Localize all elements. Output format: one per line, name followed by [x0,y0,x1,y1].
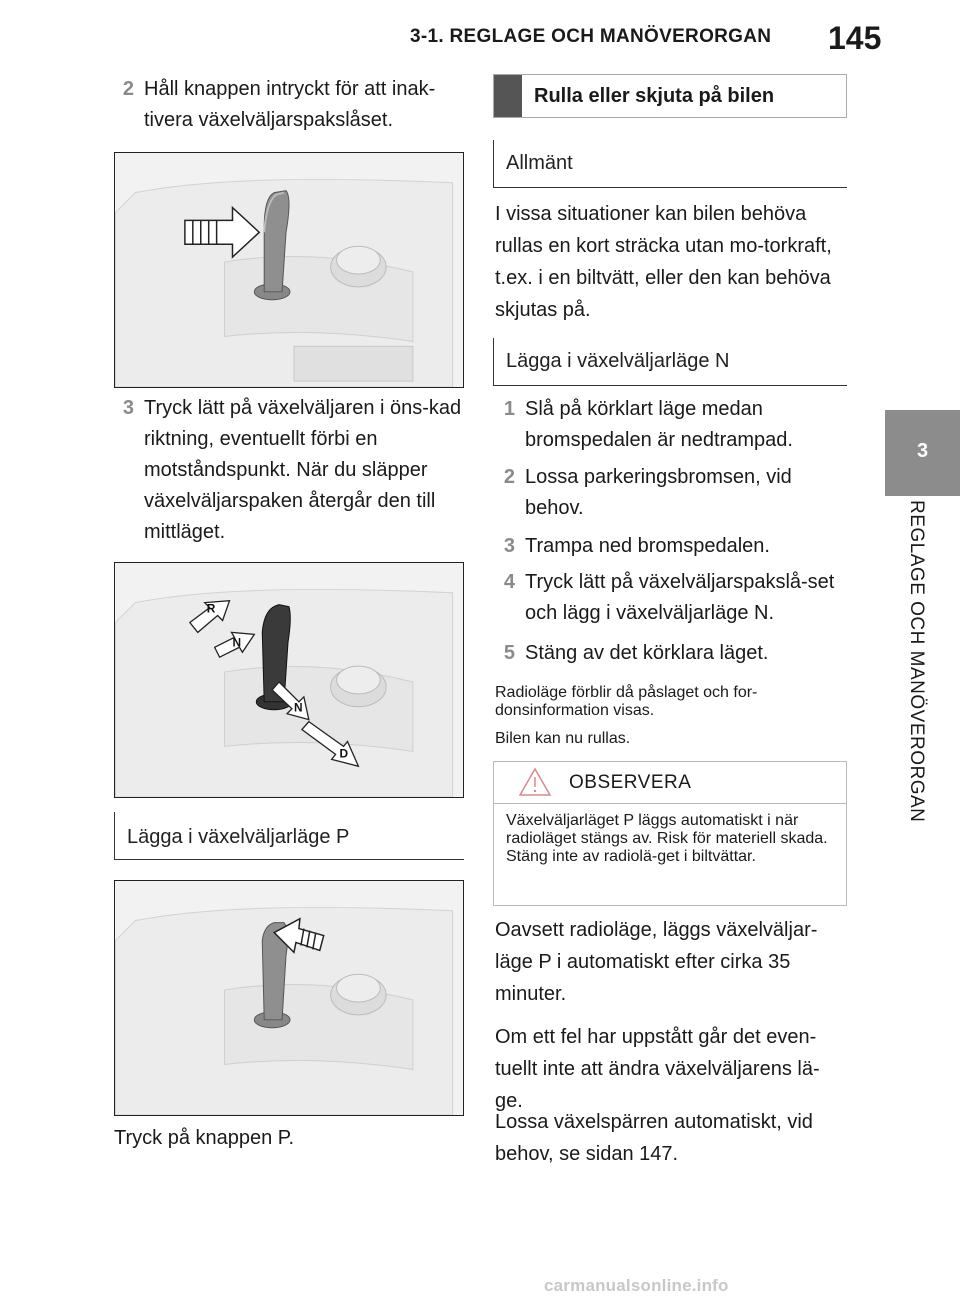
heading-gear-n [493,338,847,386]
step-text: Trampa ned bromspedalen. [525,535,770,557]
step-text: Stäng av det körklara läget. [525,642,769,664]
gear-label-d: D [339,746,349,761]
paragraph-auto-p: Oavsett radioläge, läggs växelväljar-läge P i automatiskt efter cirka 35 minuter. [495,919,818,1005]
warning-header [494,762,846,804]
figure-gear-positions [114,562,464,798]
step-n-2 [503,462,845,524]
step-number: 1 [503,398,515,420]
note-radio-mode: Radioläge förblir då påslaget och for-donsinformation visas. [495,684,758,719]
step-n-1 [503,394,845,456]
figure-p-button [114,880,464,1116]
step-text: Tryck lätt på växelväljarspakslå-set och lägg i växelväljarläge N. [525,571,835,624]
step-number: 3 [122,397,134,419]
gear-positions-illustration [115,563,463,797]
step-text: Slå på körklart läge medan bromspedalen är nedtrampad. [525,398,793,451]
step-text: Tryck lätt på växelväljaren i öns-kad riktning, eventuellt förbi en motståndspunkt. När du släpper växelväljarspaken återgår den till mittläget. [144,397,462,543]
step-text: Håll knappen intryckt för att inak-tivera växelväljarspakslåset. [144,78,436,131]
heading-text: Allmänt [506,152,573,174]
step-number: 4 [503,571,515,593]
heading-bar [494,75,522,117]
gear-label-n-lower: N [293,700,303,715]
step-number: 3 [503,535,515,557]
warning-text: Växelväljarläget P läggs automatiskt i när radioläget stängs av. Risk för materiell skada. Stäng inte av radiolä-get i biltvättar. [506,812,828,865]
gear-label-n-upper: N [232,635,242,650]
watermark-footer: carmanualsonline.info [544,1276,729,1295]
step-text: Lossa parkeringsbromsen, vid behov. [525,466,792,519]
heading-text: Rulla eller skjuta på bilen [534,85,775,107]
step-2 [122,74,464,136]
heading-gear-p [114,812,464,860]
caption-press-p: Tryck på knappen P. [114,1127,295,1149]
warning-box [493,761,847,906]
gear-lever-illustration [115,153,463,387]
step-number: 5 [503,642,515,664]
warning-title: OBSERVERA [569,772,692,793]
warning-triangle-icon [518,767,552,797]
paragraph-release: Lossa växelspärren automatiskt, vid behov, se sidan 147. [495,1111,813,1165]
step-n-5 [503,638,845,669]
step-n-4 [503,567,845,629]
heading-roll-push [493,74,847,118]
page-number: 145 [828,20,882,56]
chapter-tab: 3 [885,410,960,496]
step-3 [122,393,464,548]
note-can-roll: Bilen kan nu rullas. [495,730,631,747]
p-button-illustration [115,881,463,1115]
step-number: 2 [122,78,134,100]
heading-general [493,140,847,188]
section-title: 3-1. REGLAGE OCH MANÖVERORGAN [410,26,772,47]
step-number: 2 [503,466,515,488]
paragraph-fault: Om ett fel har uppstått går det even-tuellt inte att ändra växelväljarens lä-ge. [495,1026,820,1112]
heading-text: Lägga i växelväljarläge P [127,826,350,848]
chapter-side-title: REGLAGE OCH MANÖVERORGAN [906,500,927,823]
heading-text: Lägga i växelväljarläge N [506,350,730,372]
figure-gear-lever-unlock [114,152,464,388]
gear-label-r: R [206,601,216,616]
step-n-3 [503,531,845,562]
general-paragraph: I vissa situationer kan bilen behöva rullas en kort sträcka utan mo-torkraft, t.ex. i en biltvätt, eller den kan behöva skjutas på. [495,203,832,321]
